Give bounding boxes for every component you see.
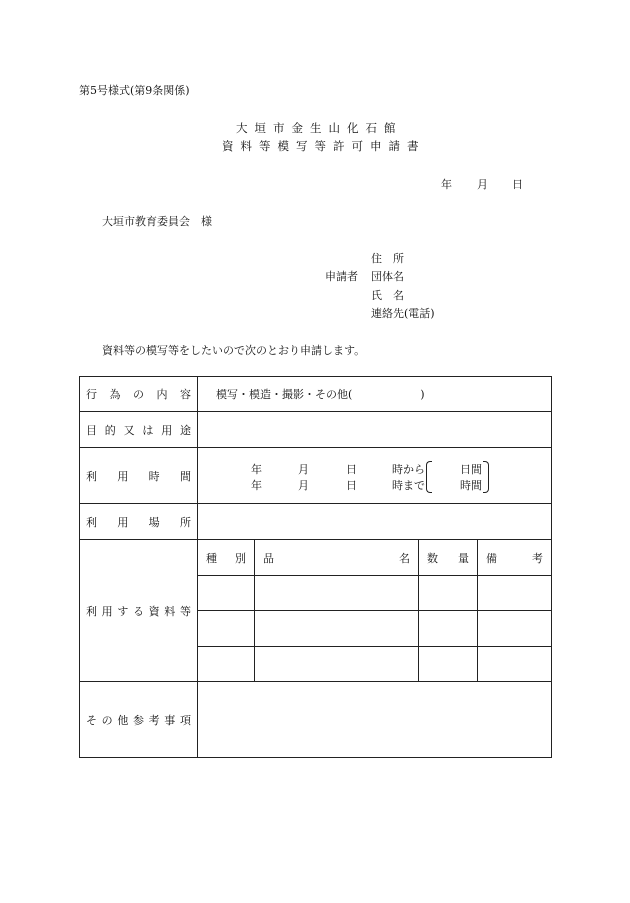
header-kind [198, 540, 255, 576]
materials-label-char: 料 [164, 604, 176, 618]
notes-label-char: 考 [148, 713, 160, 727]
purpose-label-char: 的 [104, 423, 116, 437]
notes-label-char: の [101, 713, 113, 727]
notes-label-char: 事 [164, 713, 176, 727]
addressee: 大垣市教育委員会 様 [102, 215, 212, 228]
date-month: 月 [477, 178, 488, 191]
time-value[interactable] [198, 448, 552, 504]
time-label-char: 用 [117, 469, 129, 483]
header-qty-char: 数 [427, 551, 438, 565]
notes-label-char: 項 [179, 713, 191, 727]
header-note [478, 540, 552, 576]
header-item-char: 名 [399, 551, 410, 565]
time-label [80, 448, 198, 504]
days-unit: 日間 [460, 462, 482, 476]
to-year: 年 [251, 478, 262, 492]
place-label-char: 用 [117, 515, 129, 529]
from-day: 日 [346, 462, 357, 476]
form-number: 第5号様式(第9条関係) [79, 84, 190, 97]
hours-unit: 時間 [460, 478, 482, 492]
notes-label-char: 参 [132, 713, 144, 727]
header-item [255, 540, 419, 576]
notes-label [80, 682, 198, 758]
header-note-char: 備 [486, 551, 497, 565]
purpose-label-char: 途 [179, 423, 191, 437]
brace-left [426, 461, 432, 493]
to-month: 月 [298, 478, 309, 492]
from-month: 月 [298, 462, 309, 476]
cell-item[interactable] [255, 611, 419, 647]
from-hour: 時から [392, 462, 425, 476]
cell-note[interactable] [478, 647, 552, 682]
place-label-char: 所 [179, 515, 191, 529]
activity-label-char: 為 [109, 388, 121, 401]
intro-text: 資料等の模写等をしたいので次のとおり申請します。 [102, 344, 366, 357]
materials-label-char: る [132, 604, 144, 618]
notes-label-char: 他 [117, 713, 129, 727]
purpose-label [80, 412, 198, 448]
time-label-char: 間 [179, 469, 191, 483]
materials-label-char: 利 [86, 604, 97, 618]
document-title-line2: 資料等模写等許可申請書 [222, 139, 426, 153]
materials-label-char: 資 [148, 604, 160, 618]
materials-label-char: す [117, 604, 129, 618]
activity-label-char: 内 [156, 388, 168, 401]
purpose-label-char: は [142, 423, 154, 437]
row-time [80, 448, 552, 504]
document-title-line1: 大垣市金生山化石館 [236, 121, 403, 135]
notes-label-char: そ [86, 713, 97, 727]
materials-label-char: 用 [101, 604, 113, 618]
header-note-char: 考 [532, 551, 544, 565]
applicant-name-label: 氏 名 [371, 289, 404, 302]
cell-kind[interactable] [198, 611, 255, 647]
notes-value[interactable] [198, 682, 552, 758]
applicant-address-label: 住 所 [371, 252, 404, 265]
activity-value[interactable] [198, 377, 552, 412]
header-kind-char: 種 [206, 551, 217, 565]
row-place [80, 504, 552, 540]
row-materials-header [80, 540, 552, 576]
applicant-contact-label: 連絡先(電話) [371, 307, 435, 320]
from-year: 年 [251, 462, 262, 476]
activity-label-char: の [133, 388, 144, 401]
place-label [80, 504, 198, 540]
purpose-value[interactable] [198, 412, 552, 448]
date-day: 日 [512, 178, 523, 191]
cell-item[interactable] [255, 647, 419, 682]
applicant-org-label: 団体名 [371, 270, 404, 283]
time-label-char: 利 [86, 469, 97, 483]
cell-note[interactable] [478, 611, 552, 647]
to-hour: 時まで [392, 478, 425, 492]
purpose-label-char: 用 [161, 423, 173, 437]
activity-label-char: 行 [86, 388, 97, 401]
cell-qty[interactable] [419, 611, 478, 647]
header-kind-char: 別 [235, 551, 246, 565]
application-table [79, 376, 552, 758]
place-label-char: 利 [86, 515, 97, 529]
date-year: 年 [441, 178, 452, 191]
header-qty-char: 量 [458, 551, 469, 565]
row-activity [80, 377, 552, 412]
activity-options: 模写・模造・撮影・その他( [216, 388, 353, 401]
place-label-char: 場 [148, 515, 160, 529]
row-notes [80, 682, 552, 758]
header-qty [419, 540, 478, 576]
cell-qty[interactable] [419, 647, 478, 682]
to-day: 日 [346, 478, 357, 492]
cell-kind[interactable] [198, 576, 255, 611]
activity-label [80, 377, 198, 412]
applicant-label: 申請者 [325, 270, 358, 283]
header-item-char: 品 [263, 551, 274, 565]
brace-right [483, 461, 489, 493]
cell-item[interactable] [255, 576, 419, 611]
time-label-char: 時 [148, 469, 160, 483]
materials-label [80, 540, 198, 682]
purpose-label-char: 又 [123, 423, 135, 437]
place-value[interactable] [198, 504, 552, 540]
purpose-label-char: 目 [86, 423, 97, 437]
materials-label-char: 等 [179, 604, 191, 618]
cell-note[interactable] [478, 576, 552, 611]
activity-close-paren: ) [420, 388, 425, 401]
row-purpose [80, 412, 552, 448]
activity-label-char: 容 [180, 388, 191, 401]
cell-kind[interactable] [198, 647, 255, 682]
cell-qty[interactable] [419, 576, 478, 611]
